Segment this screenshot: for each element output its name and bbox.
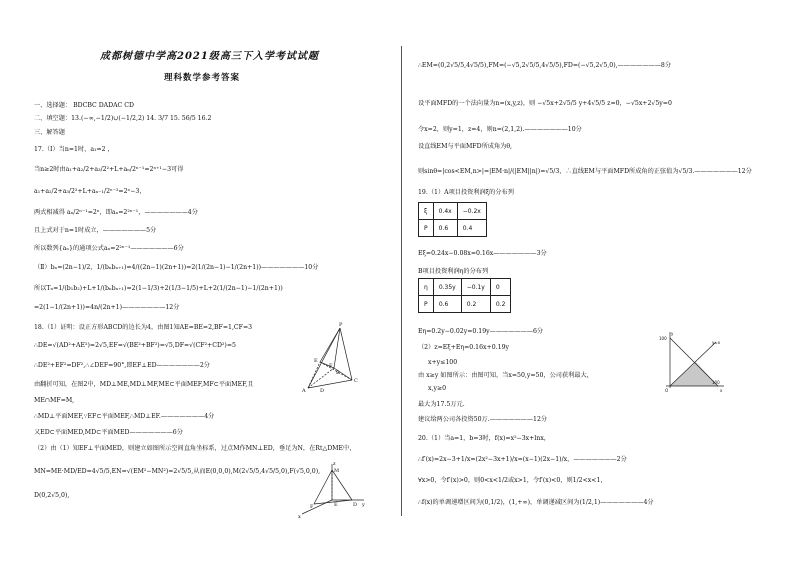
label-B: B — [336, 370, 340, 376]
q17-line-2: 当n≥2时由a₁+a₂/2+a₃/2²+L+aₙ/2ⁿ⁻¹=2ⁿ⁺¹−3可得 — [34, 166, 184, 173]
q20-line-3: ∀x>0，令f′(x)>0，则0<x<1/2或x>1，令f′(x)<0，则1/2<x<1， — [418, 477, 607, 484]
label-D2: D — [353, 502, 358, 508]
eta-cell-0-2: −0.1y — [461, 279, 490, 296]
q19-heading: 19.（1）A项目投资利润ξ的分布列 — [418, 189, 514, 196]
q19-line-expect-eta: Eη=0.2y−0.02y=0.19y———————6分 — [418, 328, 544, 335]
q17-line-1: 17.（Ⅰ）当n=1时，a₁=2 ， — [34, 146, 114, 153]
q18-line-5: ME∩MF=M, — [34, 397, 75, 404]
q19-line-b-heading: B项目投资利润η的分布列 — [418, 268, 489, 275]
lp-label-origin: O — [665, 388, 669, 393]
q18-line-7: 又ED⊂平面MED,MD⊂平面MED———————6分 — [34, 429, 183, 436]
q17-line-5: 且上式对于n=1时成立，———————5分 — [34, 227, 157, 234]
column-divider — [401, 46, 402, 516]
eta-distribution-table — [418, 278, 511, 313]
q18-line-10: D(0,2√5,0), — [34, 492, 70, 499]
q18-line-11: ∴EM=(0,2√5/5,4√5/5),FM=(−√5,2√5/5,4√5/5),FD=(−√5,2√5,0),———————8分 — [418, 62, 672, 69]
label-A: A — [302, 388, 306, 394]
q19-suggestion: 建议给两公司各投资50万.———————12分 — [418, 416, 548, 423]
q18-line-8: （2）由（1）知EF⊥平面MED，则建立如图所示空间直角坐标系，过点M作MN⊥ED，垂足为N，在Rt△DME中， — [34, 445, 356, 452]
xi-cell-1-2: 0.4 — [457, 220, 486, 237]
xi-cell-1-1: 0.6 — [433, 220, 457, 237]
lp-label-yeqx: y=x — [712, 340, 721, 345]
label-P: P — [339, 322, 343, 328]
eta-cell-1-0: P — [419, 296, 434, 313]
q18-line-12: 设平面MFD的一个法向量为n=(x,y,z)，则 −√5x+2√5/5 y+4√5/5 z=0，−√5x+2√5y=0 — [418, 100, 672, 107]
lp-label-y100: 100 — [659, 336, 667, 341]
xi-cell-0-1: 0.4x — [433, 203, 457, 220]
choice-answers: 一、选择题： BDCBC DADAC CD — [34, 102, 134, 109]
linear-programming-figure — [656, 330, 726, 392]
q17-line-9: =2(1−1/(2n+1))=4n/(2n+1)———————12分 — [34, 304, 180, 311]
eta-cell-0-3: 0 — [490, 279, 511, 296]
label-E: E — [314, 358, 318, 364]
eta-cell-0-1: 0.35y — [433, 279, 461, 296]
q18-line-4: 由翻折可知，在图2中，MD⊥ME,MD⊥MF,ME⊂平面MEF,MF⊂平面MEF,且 — [34, 381, 254, 388]
xi-cell-0-2: −0.2x — [457, 203, 486, 220]
q18-line-14: 设直线EM与平面MFD所成角为θ, — [418, 143, 513, 150]
q19-line-z: （2）z=Eξ+Eη=0.16x+0.19y — [418, 344, 509, 351]
eta-cell-0-0: η — [419, 279, 434, 296]
label-E2: E — [334, 502, 338, 508]
q17-line-6: 所以数列{aₙ}的通项公式aₙ=2²ⁿ⁻¹———————6分 — [34, 245, 184, 252]
label-z: z — [333, 461, 336, 467]
xi-cell-1-0: P — [419, 220, 434, 237]
q17-line-4: 两式相减得 aₙ/2ⁿ⁻¹=2ⁿ，即aₙ=2²ⁿ⁻¹，———————4分 — [34, 209, 198, 216]
q19-constraint-3: x,y≥0 — [428, 385, 447, 392]
q20-line-1: 20.（1）当a=1，b=3时，f(x)=x²−3x+lnx， — [418, 435, 550, 442]
lp-label-x: x — [720, 388, 723, 393]
label-y: y — [362, 502, 365, 508]
q17-line-3: a₁+a₂/2+a₃/2²+L+aₙ₋₁/2ⁿ⁻²=2ⁿ−3， — [34, 188, 146, 195]
lp-label-y: y — [671, 331, 674, 336]
q17-line-8: 所以Tₙ=1/(b₁b₂)+L+1/(bₙbₙ₊₁)=2(1−1/3)+2(1/3−1/5)+L+2(1/(2n−1)−1/(2n+1)) — [34, 285, 283, 292]
label-D: D — [320, 388, 325, 394]
q20-line-2: ∴f′(x)=2x−3+1/x=(2x²−3x+1)/x=(x−1)(2x−1)/x，———————2分 — [418, 456, 627, 463]
page-title: 成都树德中学高2021级高三下入学考试试题 — [100, 51, 319, 62]
label-F2: F — [310, 504, 314, 510]
label-C: C — [354, 378, 358, 384]
q20-line-4: ∴f(x)的单调递增区间为(0,1/2)，(1,+∞)，单调递减区间为(1/2,1)———————4分 — [418, 499, 654, 506]
eta-cell-1-1: 0.6 — [433, 296, 461, 313]
page-subtitle: 理科数学参考答案 — [164, 73, 241, 83]
pyramid-figure — [300, 324, 360, 396]
lp-label-x100: 100 — [712, 380, 720, 385]
q19-line-expect-xi: Eξ=0.24x−0.08x=0.16x———————3分 — [418, 250, 547, 257]
q18-line-9: MN=ME·MD/ED=4√5/5,EN=√(EM²−MN²)=2√5/5,从而E(0,0,0),M(2√5/5,4√5/5,0),F(√5,0,0), — [34, 468, 321, 475]
fill-answers: 二、填空题：13.(−∞,−1/2)∪(−1/2,2) 14. 3/7 15. 56/5 16.2 — [34, 115, 212, 122]
label-F: F — [329, 363, 333, 369]
label-M: M — [334, 468, 340, 474]
label-x: x — [298, 514, 301, 520]
xi-cell-0-0: ξ — [419, 203, 434, 220]
q18-line-1: 18.（1）证明：设正方形ABCD的边长为4，由图1知AE=BE=2,BF=1,CF=3 — [34, 324, 253, 331]
q18-line-3: ∴DE²+EF²=DF²,∴∠DEF=90°,即EF⊥ED———————2分 — [34, 362, 210, 369]
q19-max-value: 最大为17.5万元. — [418, 401, 465, 408]
section-heading: 三、解答题 — [34, 129, 65, 136]
q18-line-2: ∴DE=√(AD²+AE²)=2√5,EF=√(BE²+BF²)=√5,DF=√(CF²+CD²)=5 — [34, 342, 236, 349]
q17-line-7: （Ⅱ）bₙ=(2n−1)/2，1/(bₙbₙ₊₁)=4/((2n−1)(2n+1))=2(1/(2n−1)−1/(2n+1))———————10分 — [34, 264, 319, 271]
q18-line-15: 则sinθ=|cos<EM,n>|=|EM·n|/(|EM||n|)=√5/3，∴直线EM与平面MFD所成角的正弦值为√5/3.———————12分 — [418, 168, 752, 175]
eta-cell-1-3: 0.2 — [490, 296, 511, 313]
eta-cell-1-2: 0.2 — [461, 296, 490, 313]
q18-line-13: 令x=2，则y=1，z=4，则n=(2,1,2).———————10分 — [418, 126, 582, 133]
xi-distribution-table — [418, 202, 487, 237]
q19-constraint-2: 由 x≥y 如图所示：由图可知，当x=50,y=50，公司获利最大， — [418, 372, 593, 379]
coordinate-figure — [296, 460, 368, 518]
q19-constraint-1: x+y≤100 — [428, 359, 458, 366]
q18-line-6: ∴MD⊥平面MEF,∵EF⊂平面MEF,∴MD⊥EF.———————4分 — [34, 413, 215, 420]
